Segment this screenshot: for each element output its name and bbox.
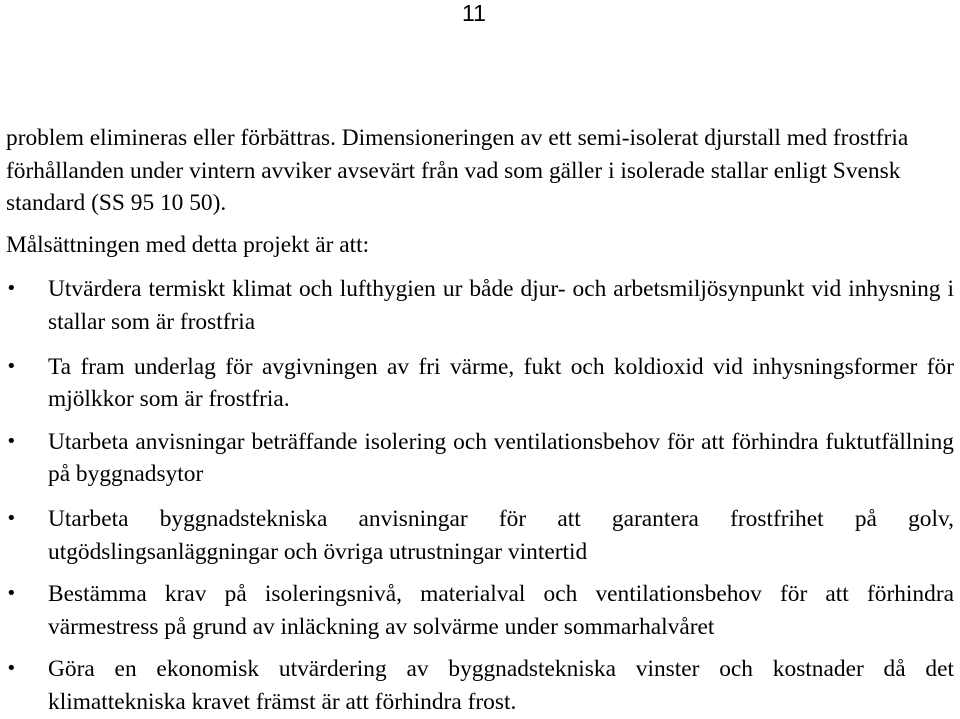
bullet-icon: • — [6, 658, 17, 680]
list-item-text: Utvärdera termiskt klimat och lufthygien ur både djur- och arbetsmiljösynpunkt vid inhysning i stallar som är frostfria — [48, 276, 954, 335]
list-item-text: Bestämma krav på isoleringsnivå, materialval och ventilationsbehov för att förhindra värmestress på grund av inläckning av solvärme under sommarhalvåret — [48, 581, 954, 640]
intro-paragraph: problem elimineras eller förbättras. Dimensioneringen av ett semi-isolerat djurstall med frostfria förhållanden under vintern avviker avsevärt från vad som gäller i isolerade stallar enligt Svensk standard (SS 95 10 50). — [6, 125, 909, 217]
bullet-icon: • — [6, 355, 17, 377]
list-item-text: Utarbeta anvisningar beträffande isolering och ventilationsbehov för att förhindra fuktutfällning på byggnadsytor — [48, 428, 954, 488]
bullet-icon: • — [6, 583, 17, 605]
page-number: 11 — [462, 0, 486, 26]
bullet-icon: • — [6, 507, 17, 529]
list-item — [6, 351, 954, 416]
document-body — [6, 122, 954, 719]
list-item — [6, 653, 954, 718]
goal-list — [6, 273, 954, 718]
list-item-text: Utarbeta byggnadstekniska anvisningar för att garantera frostfrihet på golv, utgödslingsanläggningar och övriga utrustningar vintertid — [48, 505, 954, 565]
bullet-icon: • — [6, 278, 17, 300]
list-item-text: Ta fram underlag för avgivningen av fri värme, fukt och koldioxid vid inhysningsformer för mjölkkor som är frostfria. — [48, 353, 954, 413]
list-item — [6, 273, 954, 338]
goal-lead-paragraph: Målsättningen med detta projekt är att: — [6, 231, 370, 258]
list-item — [6, 503, 954, 568]
list-item-text: Göra en ekonomisk utvärdering av byggnadstekniska vinster och kostnader då det klimattekniska kravet främst är att förhindra frost. — [48, 656, 954, 715]
list-item — [6, 578, 954, 643]
list-item — [6, 426, 954, 491]
bullet-icon: • — [6, 430, 17, 452]
